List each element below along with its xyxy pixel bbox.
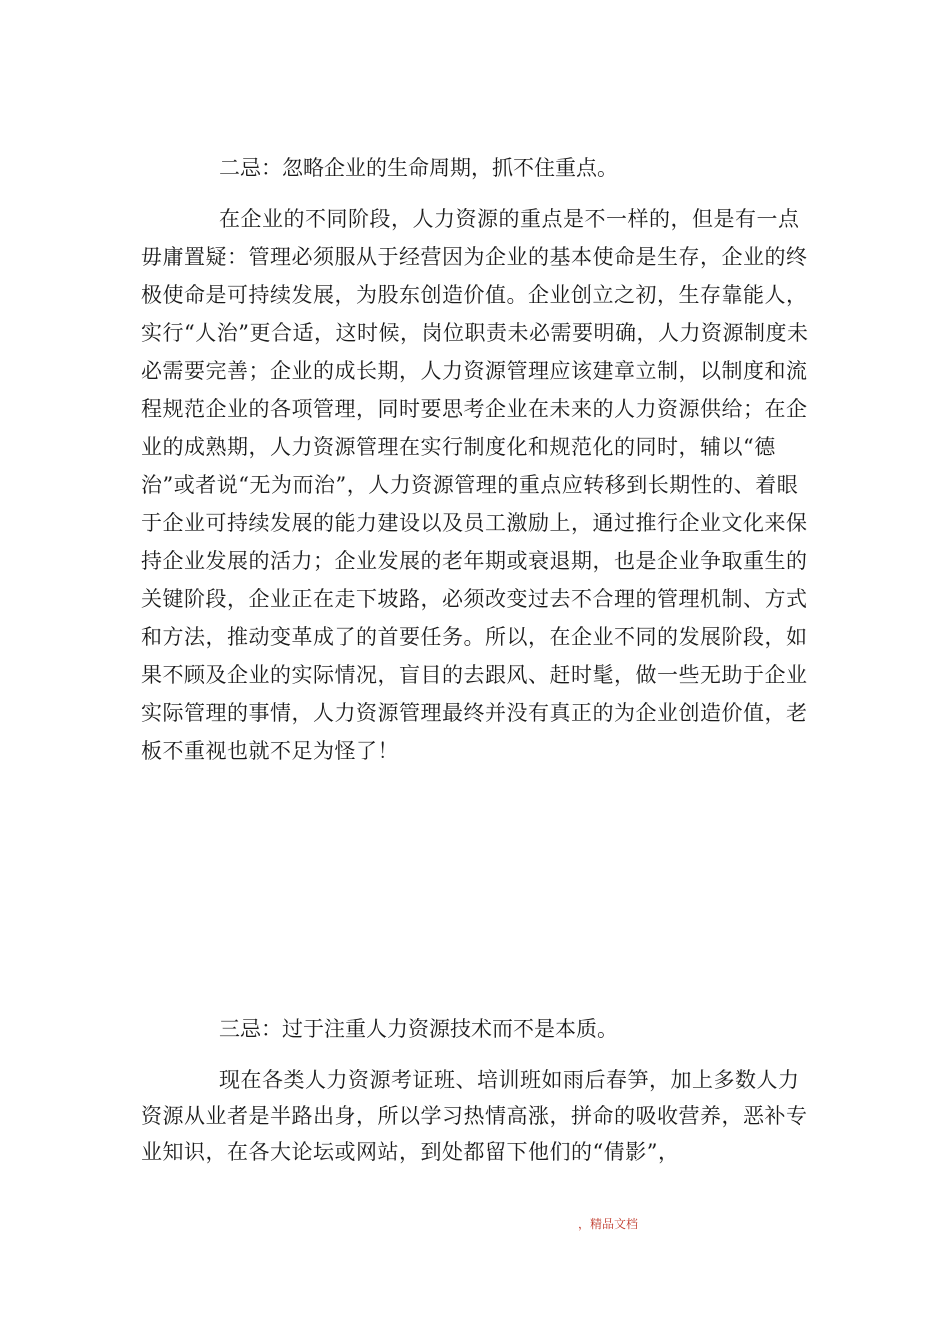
section-heading-3: 三忌：过于注重人力资源技术而不是本质。 [219,1017,618,1041]
section-heading-2: 二忌：忽略企业的生命周期，抓不住重点。 [219,156,618,180]
paragraph-3: 现在各类人力资源考证班、培训班如雨后春笋，加上多数人力资源从业者是半路出身，所以学习热情高涨，拼命的吸收营养，恶补专业知识，在各大论坛或网站，到处都留下他们的“倩影”， [141,1068,808,1164]
paragraph-2: 在企业的不同阶段，人力资源的重点是不一样的，但是有一点毋庸置疑：管理必须服从于经营因为企业的基本使命是生存，企业的终极使命是可持续发展，为股东创造价值。企业创立之初，生存靠能人，实行“人治”更合适，这时候，岗位职责未必需要明确，人力资源制度未必需要完善；企业的成长期，人力资源管理应该建章立制，以制度和流程规范企业的各项管理，同时要思考企业在未来的人力资源供给；在企业的成熟期，人力资源管理在实行制度化和规范化的同时，辅以“德治”或者说“无为而治”，人力资源管理的重点应转移到长期性的、着眼于企业可持续发展的能力建设以及员工激励上，通过推行企业文化来保持企业发展的活力；企业发展的老年期或衰退期，也是企业争取重生的关键阶段，企业正在走下坡路，必须改变过去不合理的管理机制、方式和方法，推动变革成了的首要任务。所以，在企业不同的发展阶段，如果不顾及企业的实际情况，盲目的去跟风、赶时髦，做一些无助于企业实际管理的事情，人力资源管理最终并没有真正的为企业创造价值，老板不重视也就不足为怪了！ [141,207,809,763]
footer-watermark: ，精品文档 [578,1217,639,1231]
